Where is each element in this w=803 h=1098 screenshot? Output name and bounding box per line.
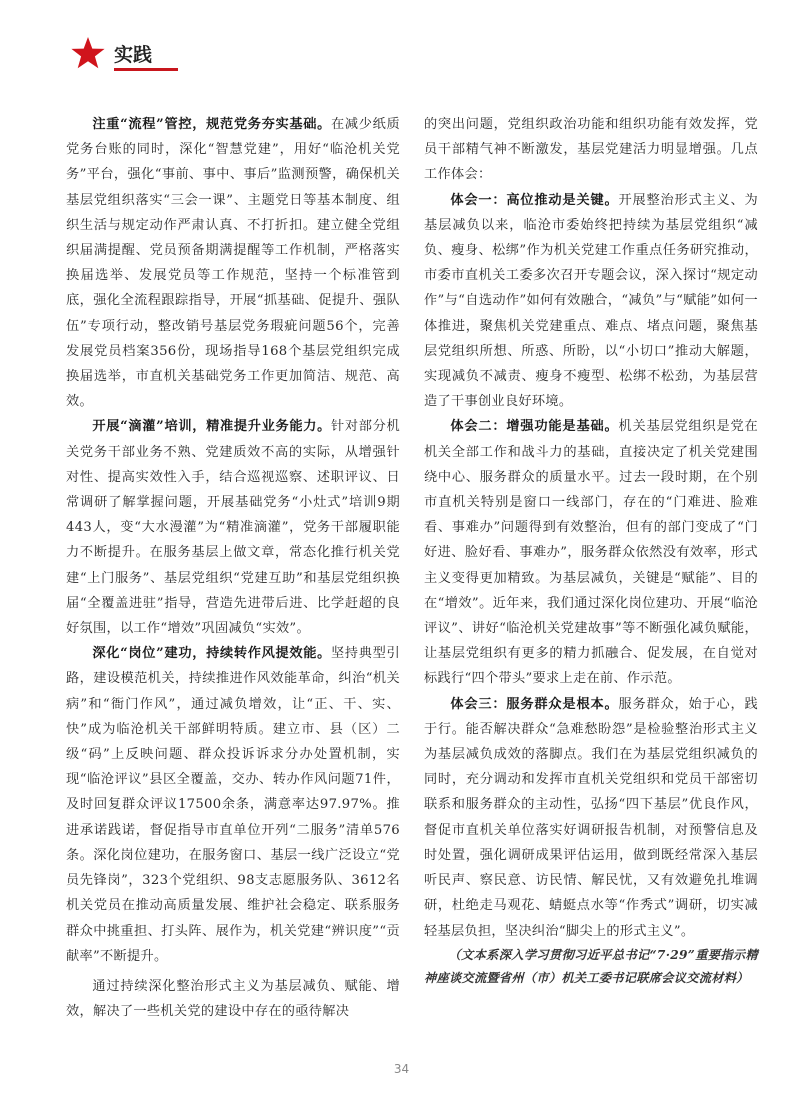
paragraph-heading: 体会二：增强功能是基础。	[450, 419, 619, 435]
paragraph	[424, 414, 758, 691]
paragraph	[424, 188, 758, 415]
paragraph-heading: 深化“岗位”建功，持续转作风提效能。	[92, 646, 331, 662]
paragraph	[424, 692, 758, 944]
paragraph-heading: 注重“流程”管控，规范党务夯实基础。	[92, 117, 331, 132]
paragraph-body: 坚持典型引路，建设模范机关，持续推进作风效能革命，纠治“机关病”和“衙门作风”，通过减负增效，让“正、干、实、快”成为临沧机关干部鲜明特质。建立市、县（区）二级“码”上反映问题、群众投诉诉求分办处置机制，实现“临沧评议”县区全覆盖，交办、转办作风问题71件，及时回复群众评议17500余条，满意率达97.97%。推进承诺践诺，督促指导市直单位开列“二服务”清单576条。深化岗位建功，在服务窗口、基层一线广泛设立“党员先锋岗”，323个党组织、98支志愿服务队、3612名机关党员在推动高质量发展、维护社会稳定、联系服务群众中挑重担、打头阵、展作为，机关党建“辨识度”“贡献率”不断提升。	[66, 646, 400, 964]
star-icon	[70, 36, 106, 70]
paragraph	[66, 641, 400, 969]
paragraph	[66, 112, 400, 414]
paragraph-body: 服务群众，始于心，践于行。能否解决群众“急难愁盼怨”是检验整治形式主义为基层减负成效的落脚点。我们在为基层党组织减负的同时，充分调动和发挥市直机关党组织和党员干部密切联系和服务群众的主动性，弘扬“四下基层”优良作风，督促市直机关单位落实好调研报告机制，对预警信息及时处置，强化调研成果评估运用，做到既经常深入基层听民声、察民意、访民情、解民忧，又有效避免扎堆调研，杜绝走马观花、蜻蜓点水等“作秀式”调研，切实减轻基层负担，坚决纠治“脚尖上的形式主义”。	[424, 696, 759, 939]
paragraph-body: 的突出问题，党组织政治功能和组织功能有效发挥，党员干部精气神不断激发，基层党建活力明显增强。几点工作体会：	[424, 117, 758, 183]
paragraph-heading: 体会三：服务群众是根本。	[450, 696, 619, 712]
paragraph-heading: 体会一：高位推动是关键。	[450, 192, 619, 208]
paragraph	[424, 112, 758, 188]
title-underline	[114, 68, 178, 71]
left-column	[66, 112, 400, 1024]
paragraph-body: 通过持续深化整治形式主义为基层减负、赋能、增效，解决了一些机关党的建设中存在的亟待解决	[66, 978, 400, 1020]
paragraph	[66, 414, 400, 641]
paragraph-body: 机关基层党组织是党在机关全部工作和战斗力的基础，直接决定了机关党建围绕中心、服务群众的质量水平。过去一段时期，在个别市直机关特别是窗口一线部门，存在的“门难进、脸难看、事难办”问题得到有效整治，但有的部门变成了“门好进、脸好看、事难办”，服务群众依然没有效率，形式主义变得更加精致。为基层减负，关键是“赋能”、目的在“增效”。近年来，我们通过深化岗位建功、开展“临沧评议”、讲好“临沧机关党建故事”等不断强化减负赋能，让基层党组织有更多的精力抓融合、促发展，在自觉对标践行“四个带头”要求上走在前、作示范。	[424, 419, 759, 687]
paragraph	[66, 974, 400, 1024]
page-number: 34	[393, 1062, 410, 1076]
paragraph-body: 开展整治形式主义、为基层减负以来，临沧市委始终把持续为基层党组织“减负、瘦身、松绑”作为机关党建工作重点任务研究推动，市委市直机关工委多次召开专题会议，深入探讨“规定动作”与“自选动作”如何有效融合，“减负”与“赋能”如何一体推进，聚焦机关党建重点、难点、堵点问题，聚焦基层党组织所想、所惑、所盼，以“小切口”推动大解题，实现减负不减责、瘦身不瘦型、松绑不松劲，为基层营造了干事创业良好环境。	[424, 192, 759, 410]
paragraph-heading: 开展“滴灌”培训，精准提升业务能力。	[92, 419, 331, 435]
source-note: （文本系深入学习贯彻习近平总书记“7·29”重要指示精神座谈交流暨省州（市）机关工委书记联席会议交流材料）	[424, 947, 758, 985]
paragraph-body: 针对部分机关党务干部业务不熟、党建质效不高的实际，从增强针对性、提高实效性入手，结合巡视巡察、述职评议、日常调研了解掌握问题，开展基础党务“小灶式”培训9期443人，变“大水漫灌”为“精准滴灌”，党务干部履职能力不断提升。在服务基层上做文章，常态化推行机关党建“上门服务”、基层党组织“党建互助”和基层党组织换届“全覆盖进驻”指导，营造先进带后进、比学赶超的良好氛围，以工作“增效”巩固减负“实效”。	[66, 419, 400, 637]
section-title: 实践	[114, 44, 153, 66]
paragraph-body: 在减少纸质党务台账的同时，深化“智慧党建”，用好“临沧机关党务”平台，强化“事前、事中、事后”监测预警，确保机关基层党组织落实“三会一课”、主题党日等基本制度、组织生活与规定动作严肃认真、不打折扣。建立健全党组织届满提醒、党员预备期满提醒等工作机制，严格落实换届选举、发展党员等工作规范，坚持一个标准管到底，强化全流程跟踪指导，开展“抓基础、促提升、强队伍”专项行动，整改销号基层党务瑕疵问题56个，完善发展党员档案356份，现场指导168个基层党组织完成换届选举，市直机关基础党务工作更加简洁、规范、高效。	[66, 117, 400, 410]
section-header	[70, 34, 190, 74]
right-column	[424, 112, 758, 990]
